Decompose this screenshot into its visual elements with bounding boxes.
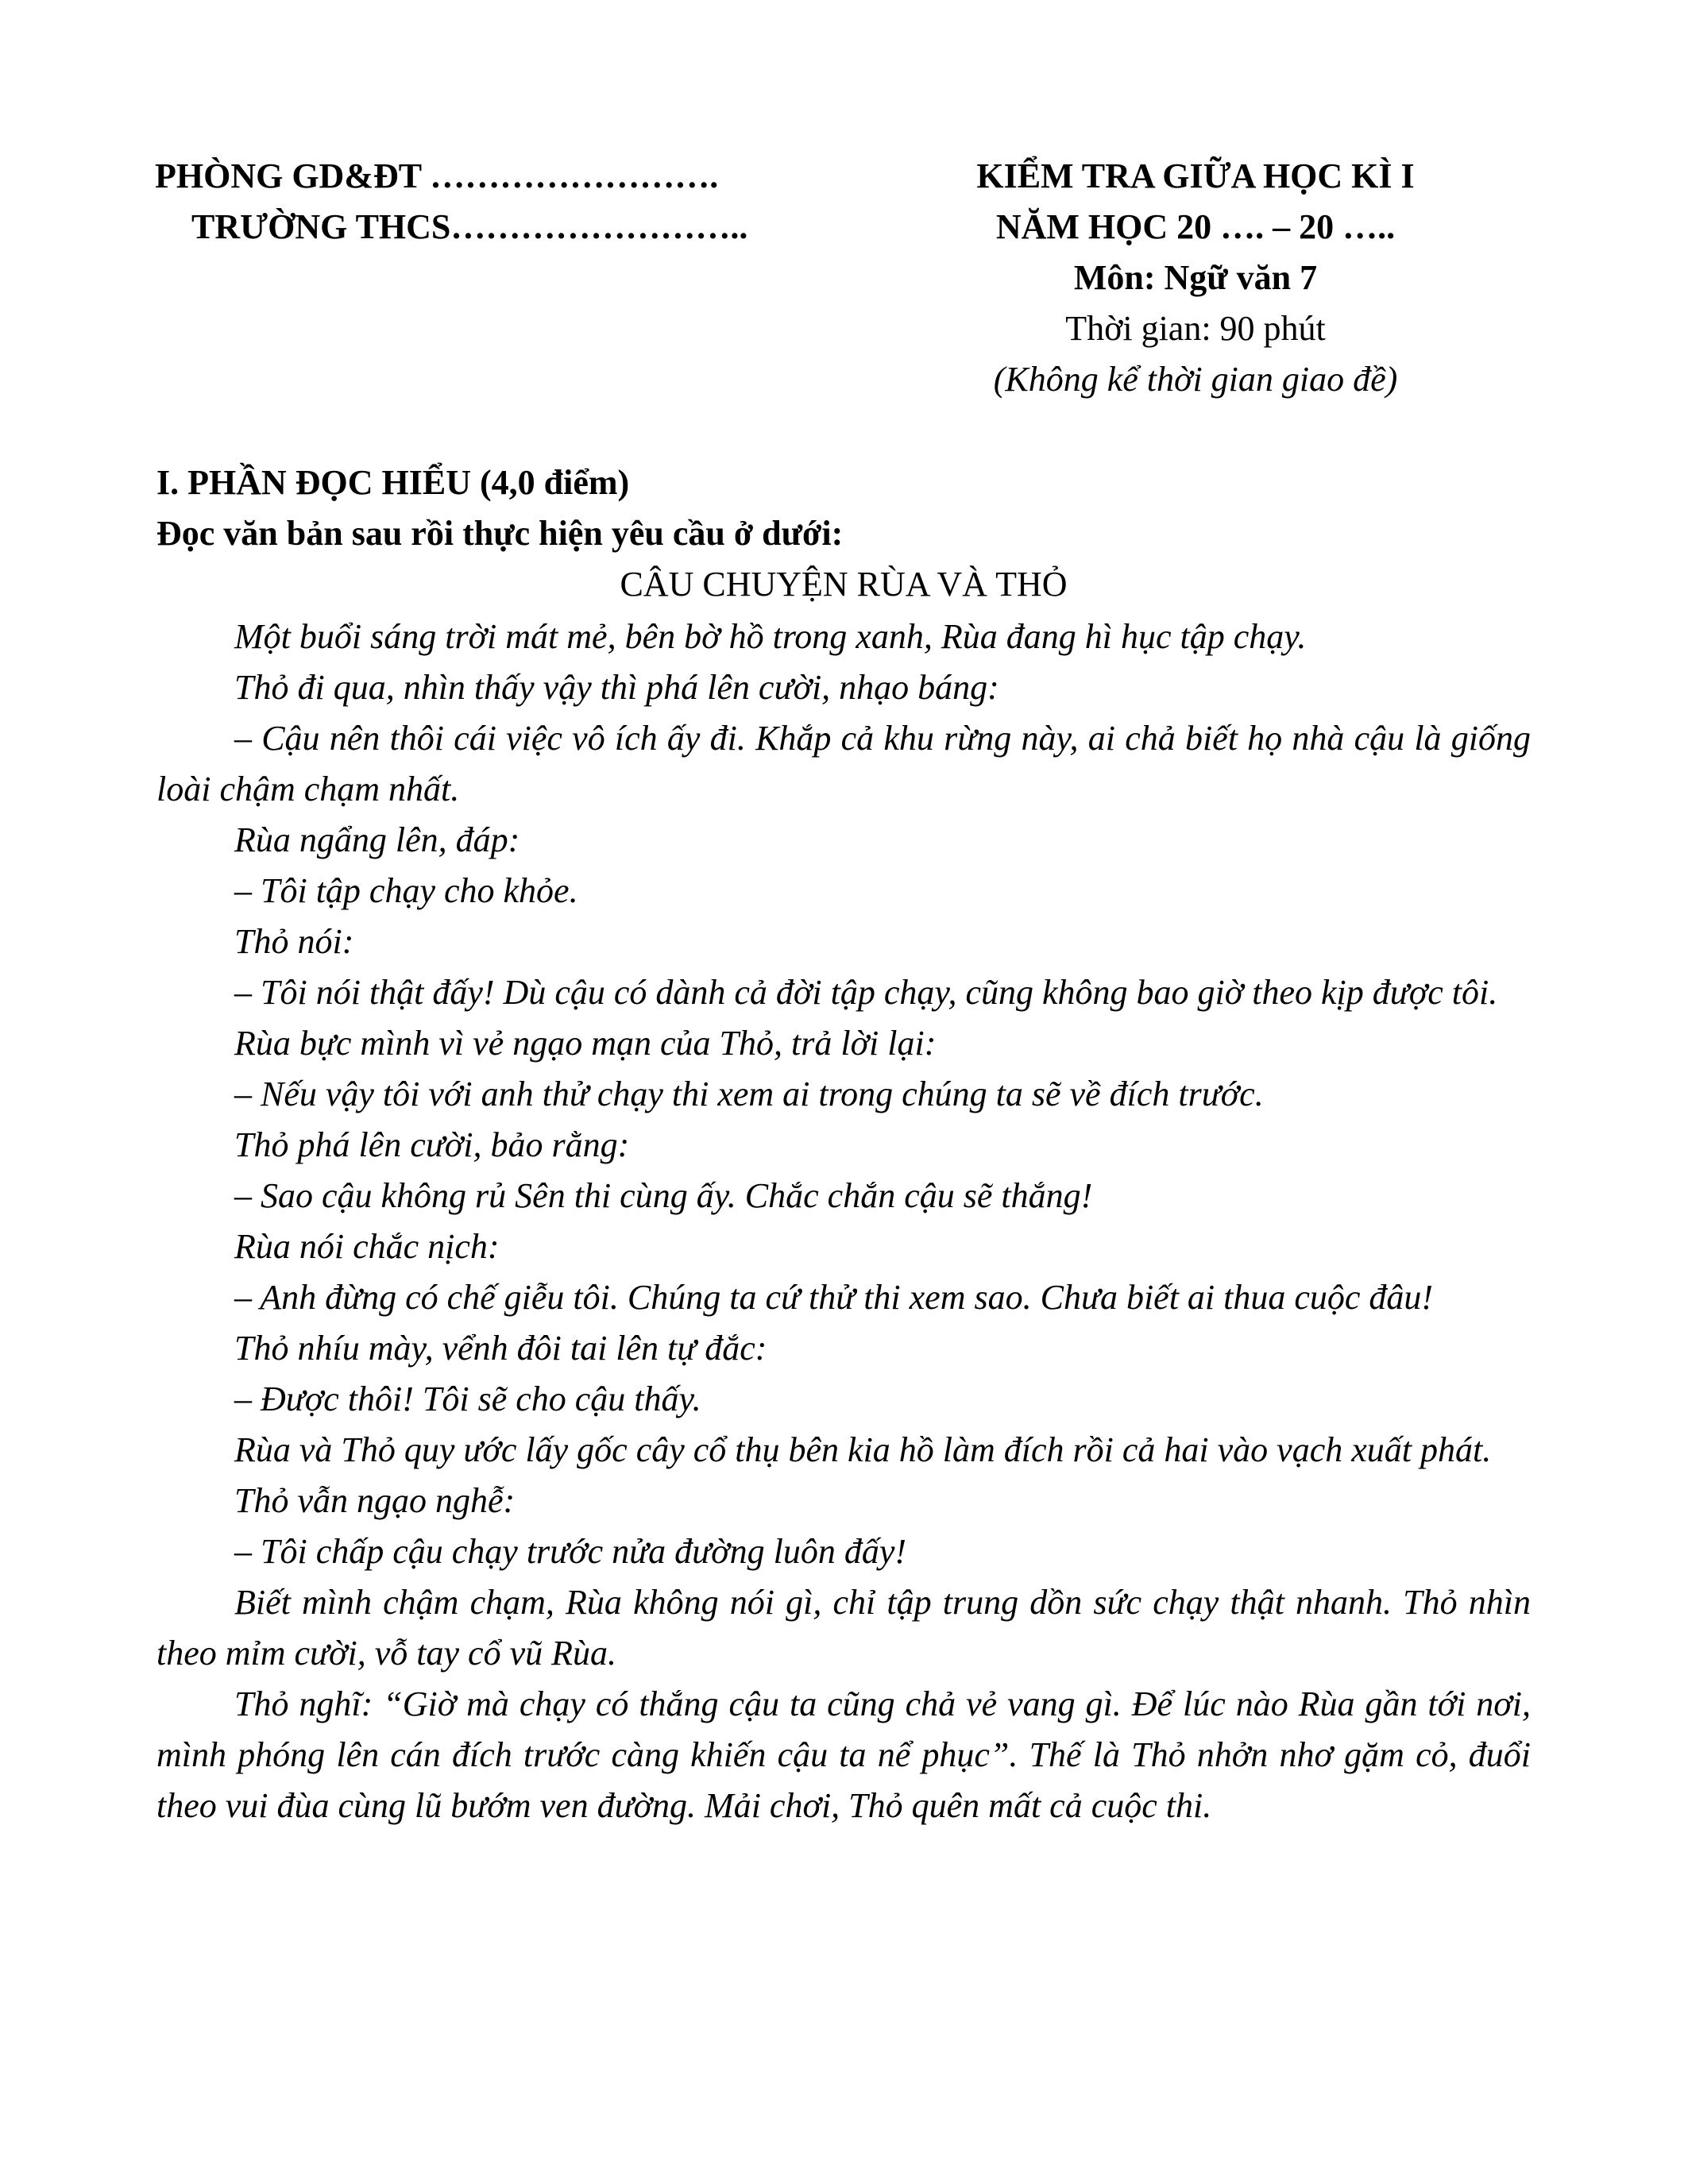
story-paragraph: Biết mình chậm chạm, Rùa không nói gì, chỉ tập trung dồn sức chạy thật nhanh. Thỏ nhìn theo mỉm cười, vỗ tay cổ vũ Rùa.	[156, 1583, 1531, 1673]
story-paragraph: Rùa nói chắc nịch:	[234, 1227, 500, 1266]
story-paragraph: Rùa ngẩng lên, đáp:	[234, 820, 520, 859]
school-year: NĂM HỌC 20 …. – 20 …..	[995, 207, 1396, 246]
story-text	[156, 612, 1531, 1831]
story-paragraph: Thỏ nói:	[234, 922, 354, 961]
school-header	[155, 151, 870, 253]
story-paragraph: Thỏ đi qua, nhìn thấy vậy thì phá lên cười, nhạo báng:	[234, 668, 999, 707]
story-paragraph: Rùa và Thỏ quy ước lấy gốc cây cổ thụ bên kia hồ làm đích rồi cả hai vào vạch xuất phát.	[234, 1430, 1492, 1469]
story-paragraph: Thỏ nghĩ: “Giờ mà chạy có thắng cậu ta cũng chả vẻ vang gì. Để lúc nào Rùa gần tới nơi, mình phóng lên cán đích trước càng khiến cậu ta nể phục”. Thế là Thỏ nhởn nhơ gặm cỏ, đuổi theo vui đùa cùng lũ bướm ven đường. Mải chơi, Thỏ quên mất cả cuộc thi.	[156, 1684, 1531, 1825]
story-paragraph: – Nếu vậy tôi với anh thử chạy thi xem ai trong chúng ta sẽ về đích trước.	[234, 1075, 1264, 1113]
section-instruction: Đọc văn bản sau rồi thực hiện yêu cầu ở dưới:	[156, 514, 844, 553]
story-paragraph: Thỏ vẫn ngạo nghễ:	[234, 1481, 516, 1520]
story-paragraph: Rùa bực mình vì vẻ ngạo mạn của Thỏ, trả lời lại:	[234, 1024, 937, 1063]
story-paragraph: – Tôi nói thật đấy! Dù cậu có dành cả đời tập chạy, cũng không bao giờ theo kịp được tôi.	[234, 973, 1498, 1012]
story-paragraph: Thỏ phá lên cười, bảo rằng:	[234, 1125, 630, 1164]
duration-note: (Không kể thời gian giao đề)	[993, 360, 1398, 399]
story-paragraph: – Tôi chấp cậu chạy trước nửa đường luôn đấy!	[234, 1532, 907, 1571]
department-line: PHÒNG GD&ĐT …………………….	[155, 156, 719, 195]
story-paragraph: Một buổi sáng trời mát mẻ, bên bờ hồ trong xanh, Rùa đang hì hục tập chạy.	[234, 617, 1307, 656]
story-paragraph: – Sao cậu không rủ Sên thi cùng ấy. Chắc chắn cậu sẽ thắng!	[234, 1176, 1093, 1215]
story-paragraph: Thỏ nhíu mày, vểnh đôi tai lên tự đắc:	[234, 1329, 767, 1368]
duration: Thời gian: 90 phút	[1065, 309, 1326, 348]
story-paragraph: – Cậu nên thôi cái việc vô ích ấy đi. Khắp cả khu rừng này, ai chả biết họ nhà cậu là giống loài chậm chạm nhất.	[156, 719, 1531, 808]
subject: Môn: Ngữ văn 7	[1073, 258, 1318, 297]
story-paragraph: – Anh đừng có chế giễu tôi. Chúng ta cứ thử thi xem sao. Chưa biết ai thua cuộc đâu!	[234, 1278, 1434, 1317]
exam-header	[874, 151, 1517, 405]
story-title: CÂU CHUYỆN RÙA VÀ THỎ	[620, 565, 1068, 604]
story-paragraph: – Được thôi! Tôi sẽ cho cậu thấy.	[234, 1379, 701, 1418]
school-line: TRƯỜNG THCS……………………..	[191, 207, 748, 246]
section-title: I. PHẦN ĐỌC HIỂU (4,0 điểm)	[156, 463, 630, 502]
exam-title: KIỂM TRA GIỮA HỌC KÌ I	[976, 156, 1415, 195]
story-paragraph: – Tôi tập chạy cho khỏe.	[234, 871, 578, 910]
